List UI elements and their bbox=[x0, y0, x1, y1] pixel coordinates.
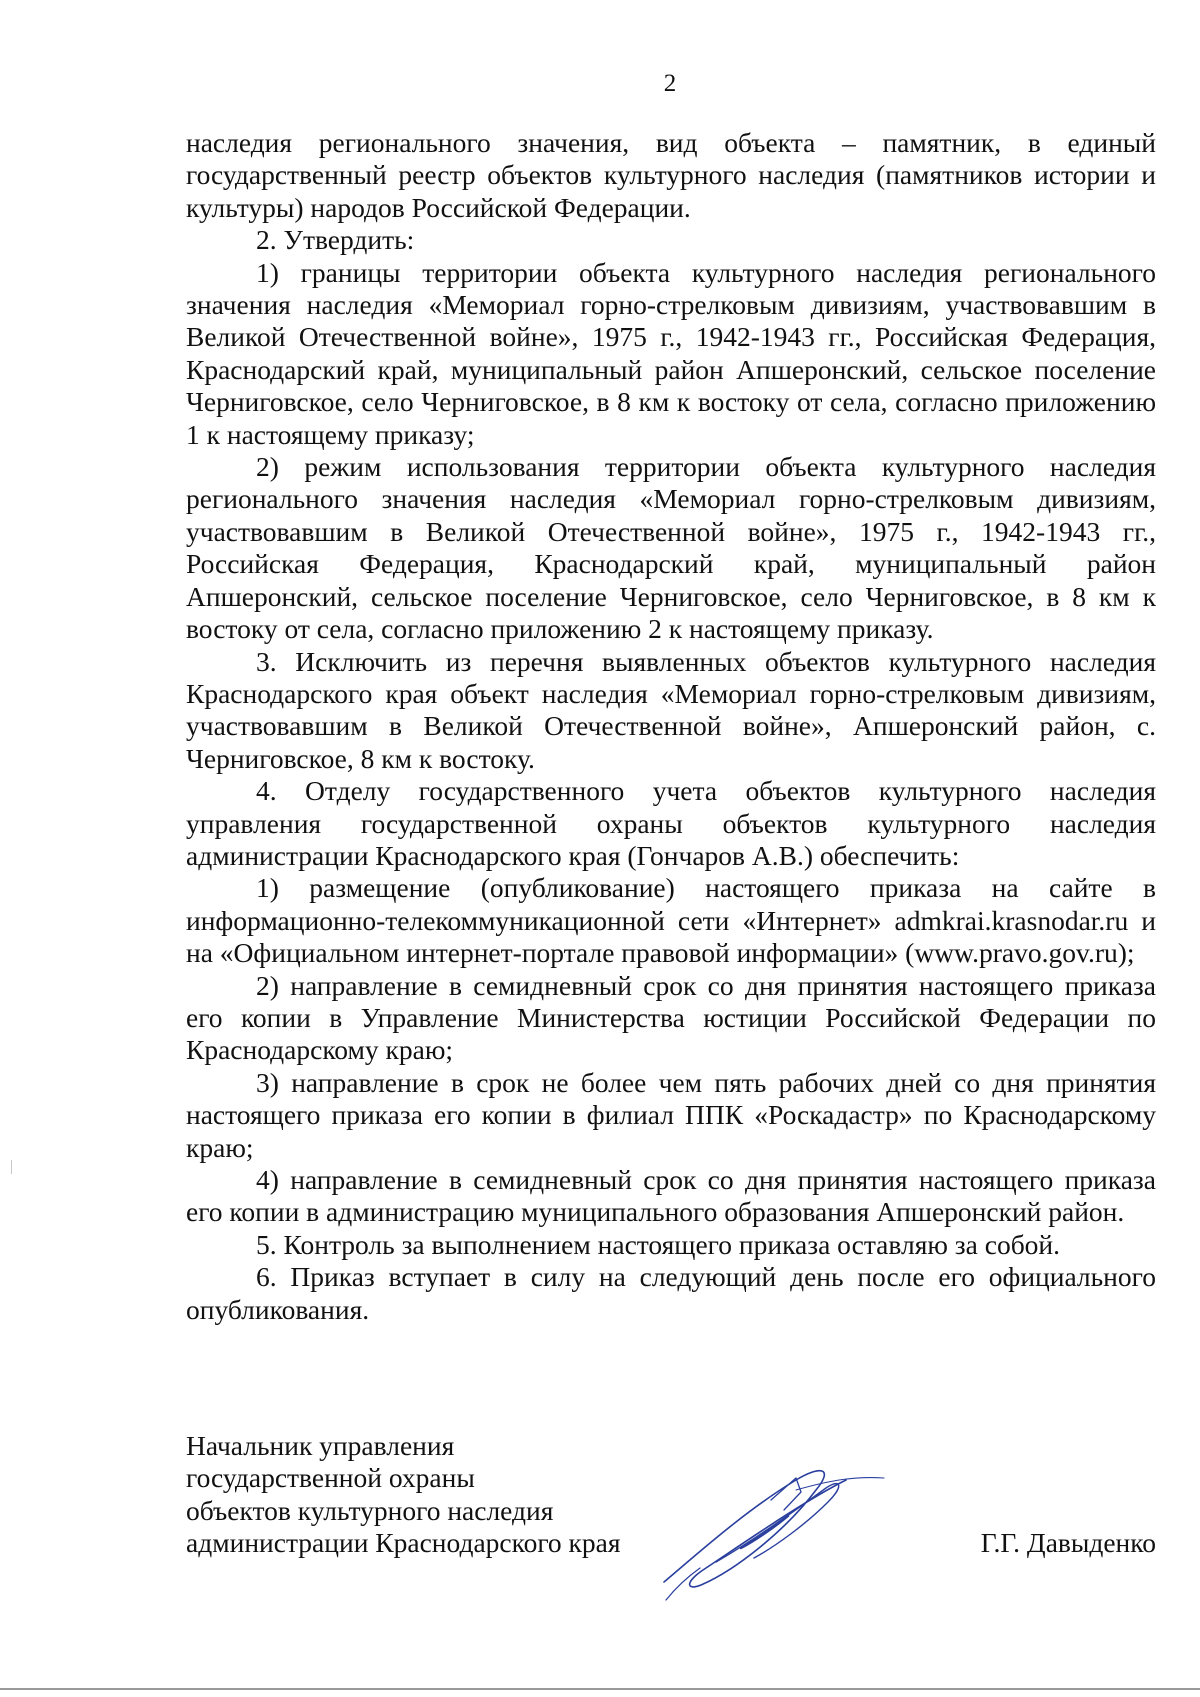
paragraph: 6. Приказ вступает в силу на следующий день после его официального опубликования. bbox=[186, 1261, 1156, 1325]
document-body bbox=[186, 127, 1156, 1326]
page-bottom-edge bbox=[0, 1688, 1200, 1690]
page-number: 2 bbox=[663, 70, 677, 97]
signatory-title-line: государственной охраны bbox=[186, 1462, 475, 1494]
paragraph: 4) направление в семидневный срок со дня принятия настоящего приказа его копии в администрацию муниципального образования Апшеронский район. bbox=[186, 1164, 1156, 1228]
signature-block bbox=[186, 1430, 1156, 1590]
paragraph: 5. Контроль за выполнением настоящего приказа оставляю за собой. bbox=[256, 1228, 1061, 1260]
signatory-title-line: администрации Краснодарского края bbox=[186, 1527, 621, 1559]
signatory-title-line: объектов культурного наследия bbox=[186, 1494, 554, 1526]
paragraph: 4. Отделу государственного учета объектов культурного наследия управления государственной охраны объектов культурного наследия администрации Краснодарского края (Гончаров А.В.) обеспечить: bbox=[186, 775, 1156, 871]
paragraph: наследия регионального значения, вид объекта – памятник, в единый государственный реестр объектов культурного наследия (памятников истории и культуры) народов Российской Федерации. bbox=[186, 127, 1156, 223]
paragraph: 2. Утвердить: bbox=[256, 224, 415, 256]
paragraph: 1) границы территории объекта культурного наследия регионального значения наследия «Мемориал горно-стрелковым дивизиям, участвовавшим в Великой Отечественной войне», 1975 г., 1942-1943 гг., Российская Федерация, Краснодарский край, муниципальный район Апшеронский, сельское поселение Черниговское, село Черниговское, в 8 км к востоку от села, согласно приложению 1 к настоящему приказу; bbox=[186, 256, 1156, 450]
scan-margin-mark bbox=[11, 1160, 12, 1174]
paragraph: 2) режим использования территории объекта культурного наследия регионального значения наследия «Мемориал горно-стрелковым дивизиям, участвовавшим в Великой Отечественной войне», 1975 г., 1942-1943 гг., Российская Федерация, Краснодарский край, муниципальный район Апшеронский, сельское поселение Черниговское, село Черниговское, в 8 км к востоку от села, согласно приложению 2 к настоящему приказу. bbox=[186, 451, 1156, 645]
signatory-title bbox=[186, 1430, 621, 1560]
signatory-name: Г.Г. Давыденко bbox=[980, 1527, 1156, 1558]
signatory-title-line: Начальник управления bbox=[186, 1430, 455, 1461]
paragraph: 3. Исключить из перечня выявленных объектов культурного наследия Краснодарского края объект наследия «Мемориал горно-стрелковым дивизиям, участвовавшим в Великой Отечественной войне», Апшеронский район, с. Черниговское, 8 км к востоку. bbox=[186, 645, 1156, 774]
handwritten-signature bbox=[656, 1450, 886, 1610]
paragraph: 3) направление в срок не более чем пять рабочих дней со дня принятия настоящего приказа его копии в филиал ППК «Роскадастр» по Краснодарскому краю; bbox=[186, 1066, 1156, 1163]
paragraph: 1) размещение (опубликование) настоящего приказа на сайте в информационно-телекоммуникационной сети «Интернет» admkrai.krasnodar.ru и на «Официальном интернет-портале правовой информации» (www.pravo.gov.ru); bbox=[186, 872, 1156, 969]
paragraph: 2) направление в семидневный срок со дня принятия настоящего приказа его копии в Управление Министерства юстиции Российской Федерации по Краснодарскому краю; bbox=[186, 969, 1156, 1066]
